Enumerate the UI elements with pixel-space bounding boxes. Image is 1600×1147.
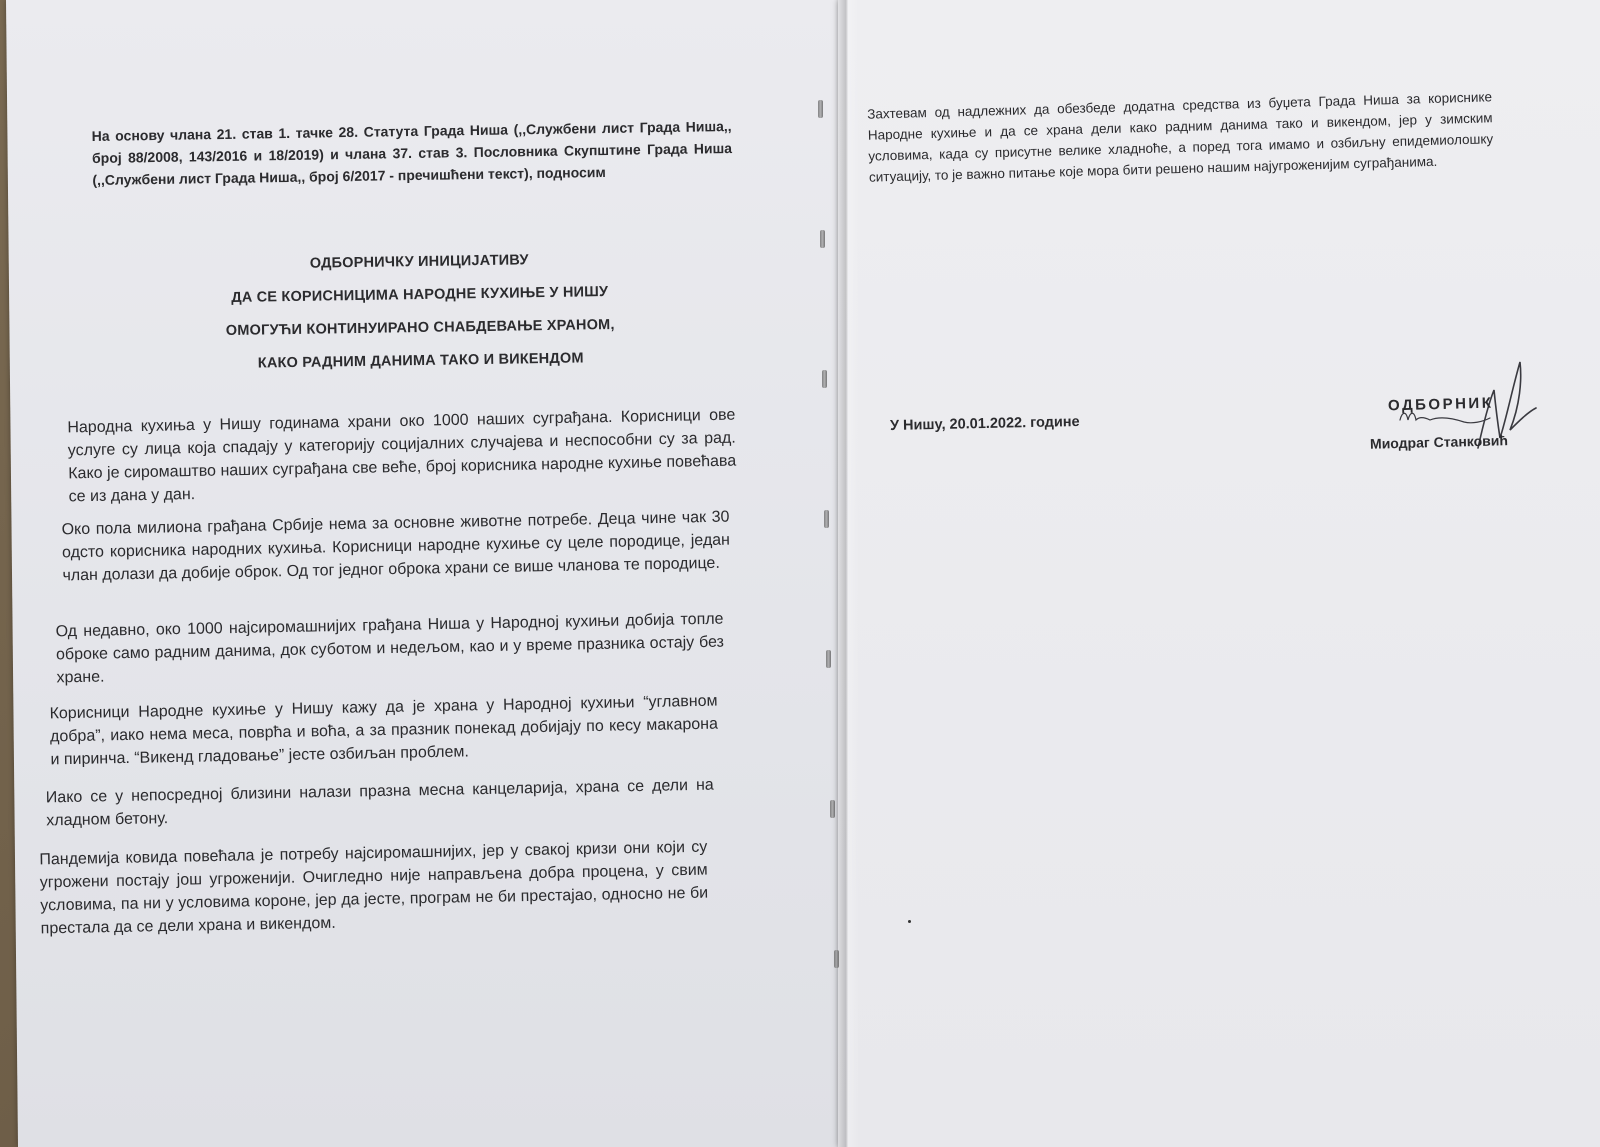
staple-mark [830,800,835,818]
paper-speck [908,920,911,923]
request-paragraph: Захтевам од надлежних да обезбеде додатна средства из буџета Града Ниша за кориснике Народне кухиње и да се храна дели како радним данима тако и викендом, јер у зимским условима, када су присутне велике хладноће, а поред тога имамо и озбиљну епидемиолошку ситуацију, то је важно питање које мора бити решено нашим најугроженијим суграђанима. [867,89,1494,185]
title-line: ДА СЕ КОРИСНИЦИМА НАРОДНЕ КУХИЊЕ У НИШУ [231,284,609,306]
staple-mark [824,510,829,528]
page-fold-shadow [835,0,859,1147]
body-paragraph: Корисници Народне кухиње у Нишу кажу да је храна у Народној кухињи “углавном добра”, иако нема меса, поврћа и воћа, а за празник понекад добијају по кесу макарона и пиринча. “Викенд гладовање” јесте озбиљан проблем. [49,692,719,769]
body-paragraph: Пандемија ковида повећала је потребу најсиромашнијих, јер у свакој кризи они који су угрожени постају још угроженији. Очигледно није направљена добра процена, у свим условима, па ни у условима короне, јер да јесте, програм не би престајао, односно не би престала да се дели храна и викендом. [39,838,709,938]
title-line: ОДБОРНИЧКУ ИНИЦИЈАТИВУ [309,252,529,272]
legal-preamble: На основу члана 21. став 1. тачке 28. Статута Града Ниша (,,Службени лист Града Ниша,, број 88/2008, 143/2016 и 18/2019) и члана 37. став 3. Пословника Скупштине Града Ниша (,,Службени лист Града Ниша,, број 6/2017 - пречишћени текст), подносим [91,117,733,189]
title-line: ОМОГУЋИ КОНТИНУИРАНО СНАБДЕВАЊЕ ХРАНОМ, [225,316,615,340]
place-and-date: У Нишу, 20.01.2022. године [889,414,1080,434]
signature-block [1360,350,1560,470]
body-paragraph: Од недавно, око 1000 најсиромашнијих грађана Ниша у Народној кухињи добија топле оброке само радним данима, док суботом и недељом, као и у време празника остају без хране. [55,610,725,687]
staple-mark [826,650,831,668]
staple-mark [818,100,823,118]
signature-role: ОДБОРНИК [1387,394,1494,415]
staple-mark [820,230,825,248]
staple-mark [822,370,827,388]
staple-mark [834,950,839,968]
signature-name: Миодраг Станковић [1369,432,1509,452]
body-paragraph: Народна кухиња у Нишу годинама храни око 1000 наших суграђана. Корисници ове услуге су лица која спадају у категорију социјалних случајева и неспособни су за рад. Како је сиромаштво наших суграђана све веће, број корисника народне кухиње повећава се из дана у дан. [67,406,737,506]
title-line: КАКО РАДНИМ ДАНИМА ТАКО И ВИКЕНДОМ [257,350,584,372]
body-paragraph: Иако се у непосредној близини налази празна месна канцеларија, храна се дели на хладном бетону. [45,776,714,830]
body-paragraph: Око пола милиона грађана Србије нема за основне животне потребе. Деца чине чак 30 одсто корисника народних кухиња. Корисници народне кухиње су целе породице, један члан долази да добије оброк. Од тог једног оброка храни се више чланова те породице. [61,508,731,585]
initiative-title [159,242,681,382]
